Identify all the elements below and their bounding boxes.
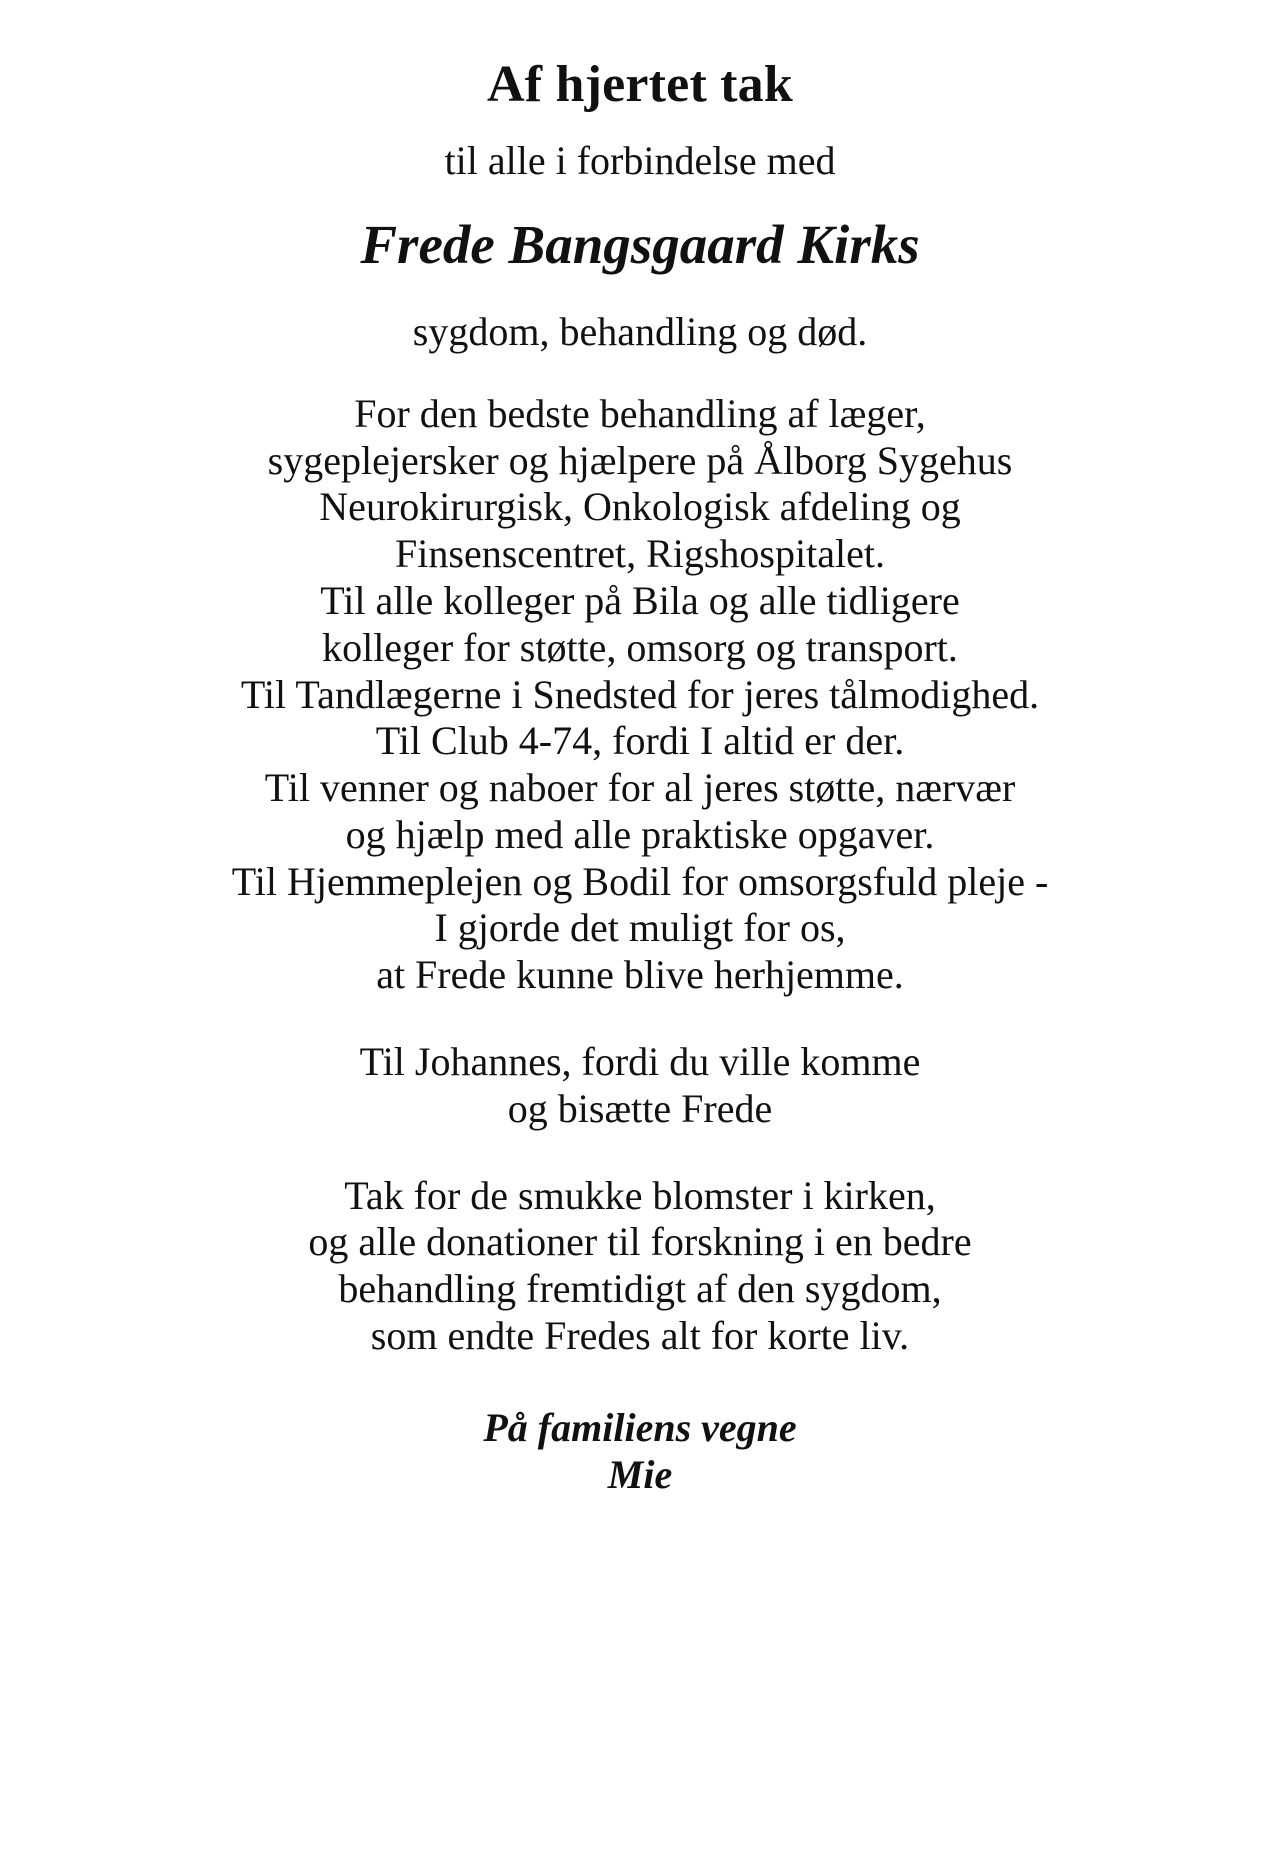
notice-content xyxy=(190,58,1090,1498)
thanks-line: Til Tandlægerne i Snedsted for jeres tålmodighed. xyxy=(240,671,1040,717)
notice-headline: Af hjertet tak xyxy=(486,56,793,113)
notice-subhead: til alle i forbindelse med xyxy=(444,137,836,183)
thanks-line: sygeplejersker og hjælpere på Ålborg Sygehus xyxy=(267,437,1013,483)
notice-signature xyxy=(190,1404,1090,1498)
thanks-line: Til Hjemmeplejen og Bodil for omsorgsfuld pleje - xyxy=(231,858,1049,904)
thanks-line: Neurokirurgisk, Onkologisk afdeling og xyxy=(319,484,961,530)
thanks-line: at Frede kunne blive herhjemme. xyxy=(376,952,904,998)
signature-line-family: På familiens vegne xyxy=(483,1404,797,1450)
thanks-line: Tak for de smukke blomster i kirken, xyxy=(344,1172,936,1218)
thanks-line: Til Johannes, fordi du ville komme xyxy=(359,1039,921,1085)
thanks-line: Til Club 4-74, fordi I altid er der. xyxy=(375,718,905,764)
thanks-line: og bisætte Frede xyxy=(507,1085,773,1131)
signature-line-name: Mie xyxy=(607,1452,673,1498)
thanks-line: Finsenscentret, Rigshospitalet. xyxy=(395,531,885,577)
deceased-name: Frede Bangsgaard Kirks xyxy=(360,213,920,275)
thanks-line: For den bedste behandling af læger, xyxy=(354,390,926,436)
thanks-paragraph-flowers xyxy=(190,1173,1090,1360)
thanks-paragraph-johannes xyxy=(190,1039,1090,1133)
name-suffix-line: sygdom, behandling og død. xyxy=(412,308,868,354)
thanks-line: Til alle kolleger på Bila og alle tidligere xyxy=(320,577,960,623)
thanks-line: kolleger for støtte, omsorg og transport. xyxy=(322,624,958,670)
thanks-line: og alle donationer til forskning i en bedre xyxy=(308,1219,972,1265)
thanks-line: I gjorde det muligt for os, xyxy=(434,905,846,951)
thanks-paragraph-main xyxy=(190,391,1090,999)
thanks-line: og hjælp med alle praktiske opgaver. xyxy=(345,811,935,857)
thanks-line: behandling fremtidigt af den sygdom, xyxy=(338,1266,942,1312)
thanks-line: som endte Fredes alt for korte liv. xyxy=(370,1313,910,1359)
thanks-line: Til venner og naboer for al jeres støtte, nærvær xyxy=(264,765,1016,811)
